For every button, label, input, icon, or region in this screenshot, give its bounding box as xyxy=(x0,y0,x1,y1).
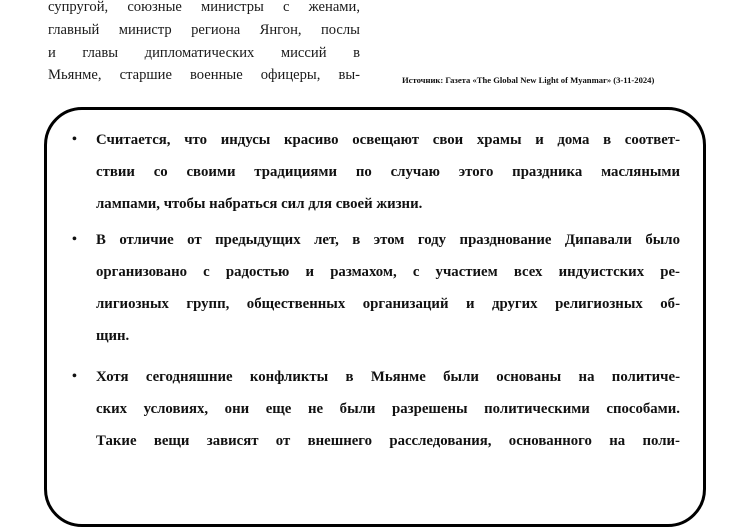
bullet-dot-icon: • xyxy=(72,132,77,147)
article-line: главный министр региона Янгон, послы xyxy=(48,21,360,38)
bullet-text-line: Хотя сегодняшние конфликты в Мьянме были основаны на политиче- xyxy=(96,369,680,385)
article-column xyxy=(48,0,360,87)
bullet-text-line: лигиозных групп, общественных организаций и других религиозных об- xyxy=(96,296,680,312)
article-line: и главы дипломатических миссий в xyxy=(48,44,360,61)
highlight-bullet-list xyxy=(68,124,680,463)
bullet-dot-icon: • xyxy=(72,232,77,247)
bullet-text-line: ских условиях, они еще не были разрешены политическими способами. xyxy=(96,401,680,417)
bullet-text-line: лампами, чтобы набраться сил для своей жизни. xyxy=(96,196,423,212)
article-line: Мьянме, старшие военные офицеры, вы- xyxy=(48,67,360,84)
bullet-text-line: Такие вещи зависят от внешнего расследования, основанного на поли- xyxy=(96,433,680,449)
bullet-item xyxy=(68,224,680,352)
bullet-text-line: Считается, что индусы красиво освещают свои храмы и дома в соответ- xyxy=(96,132,680,148)
bullet-text-line: щин. xyxy=(96,328,130,344)
source-caption: Источник: Газета «The Global New Light of Myanmar» (3-11-2024) xyxy=(402,75,655,85)
bullet-text-line: В отличие от предыдущих лет, в этом году празднование Дипавали было xyxy=(96,232,680,248)
bullet-item xyxy=(68,361,680,457)
bullet-text-line: ствии со своими традициями по случаю этого праздника масляными xyxy=(96,164,680,180)
bullet-item xyxy=(68,124,680,220)
bullet-dot-icon: • xyxy=(72,369,77,384)
bullet-text-line: организовано с радостью и размахом, с участием всех индуистских ре- xyxy=(96,264,680,280)
article-line: супругой, союзные министры с женами, xyxy=(48,0,360,15)
